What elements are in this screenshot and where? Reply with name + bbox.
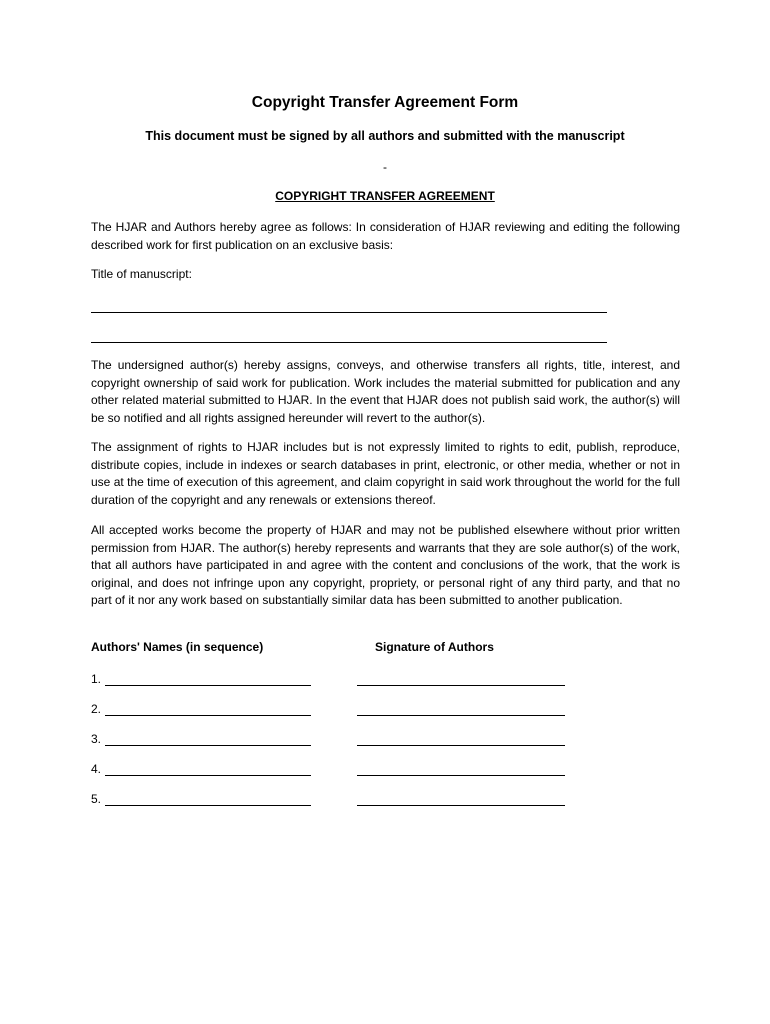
author-name-line[interactable] [105,745,311,746]
author-number: 1. [91,672,102,686]
authors-names-header: Authors' Names (in sequence) [91,640,264,654]
signature-header: Signature of Authors [375,640,494,654]
author-name-line[interactable] [105,685,311,686]
intro-paragraph: The HJAR and Authors hereby agree as follows: In consideration of HJAR reviewing and editing the following described work for first publication on an exclusive basis: [91,220,680,252]
author-name-line[interactable] [105,805,311,806]
rights-paragraph: The assignment of rights to HJAR includes but is not expressly limited to rights to edit, publish, reproduce, distribute copies, include in indexes or search databases in print, electronic, or other media, whether or not in use at the time of execution of this agreement, and claim copyright in said work throughout the world for the full duration of the copyright and any renewals or extensions thereof. [91,440,680,507]
author-name-line[interactable] [105,715,311,716]
author-number: 5. [91,792,102,806]
separator-dash: - [383,160,387,174]
author-signature-line[interactable] [357,715,565,716]
assignment-paragraph: The undersigned author(s) hereby assigns, conveys, and otherwise transfers all rights, title, interest, and copyright ownership of said work for publication. Work includes the material submitted for publication and any other related material submitted to HJAR. In the event that HJAR does not publish said work, the author(s) will be so notified and all rights assigned hereunder will revert to the author(s). [91,358,680,425]
manuscript-title-label: Title of manuscript: [91,267,192,281]
author-signature-line[interactable] [357,745,565,746]
manuscript-title-line-2[interactable] [91,342,607,343]
author-signature-line[interactable] [357,775,565,776]
manuscript-title-line-1[interactable] [91,312,607,313]
author-number: 4. [91,762,102,776]
author-row [91,671,571,689]
document-subtitle: This document must be signed by all authors and submitted with the manuscript [145,129,625,143]
author-name-line[interactable] [105,775,311,776]
author-row [91,731,571,749]
author-signature-line[interactable] [357,805,565,806]
property-paragraph: All accepted works become the property of HJAR and may not be published elsewhere without prior written permission from HJAR. The author(s) hereby represents and warrants that they are sole author(s) of the work, that all authors have participated in and agree with the content and conclusions of the work, that the work is original, and does not infringe upon any copyright, propriety, or personal right of any third party, and that no part of it nor any work based on substantially similar data has been submitted to another publication. [91,523,680,608]
author-row [91,791,571,809]
author-signature-line[interactable] [357,685,565,686]
author-number: 2. [91,702,102,716]
author-number: 3. [91,732,102,746]
author-row [91,761,571,779]
section-heading: COPYRIGHT TRANSFER AGREEMENT [275,189,495,203]
author-row [91,701,571,719]
document-title: Copyright Transfer Agreement Form [251,94,519,111]
